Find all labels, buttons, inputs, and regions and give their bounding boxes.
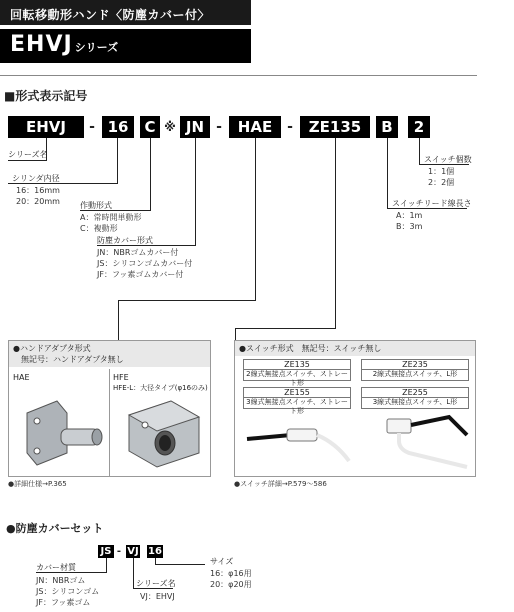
adapter-panel — [8, 340, 211, 477]
code-size: 16 — [102, 116, 134, 138]
hfe-desc: HFE-L：大径タイプ(φ16のみ) — [113, 384, 208, 392]
switch-panel-head: ●スイッチ形式 無記号：スイッチ無し — [235, 341, 475, 356]
cover-set-code-size: 16 — [148, 546, 162, 557]
switch-item-desc: 2線式無接点スイッチ、ストレート形 — [246, 370, 348, 387]
bore-option: 20：20mm — [16, 197, 60, 206]
title-suffix: シリーズ — [74, 41, 119, 54]
code-dash: - — [287, 119, 293, 135]
code-count: 2 — [408, 116, 430, 138]
lead-option: A：1m — [396, 211, 423, 220]
hae-label: HAE — [13, 373, 30, 382]
header-rule — [0, 75, 477, 76]
leader-line — [235, 328, 236, 340]
leader-line — [133, 558, 134, 588]
size-option: 20：φ20用 — [210, 580, 252, 589]
size-label: サイズ — [210, 557, 234, 566]
code-switch: ZE135 — [300, 116, 370, 138]
cover-option: JN：NBRゴムカバー付 — [97, 248, 179, 257]
leader-line — [387, 138, 388, 208]
cover-label: 防塵カバー形式 — [97, 236, 153, 245]
bore-option: 16：16mm — [16, 186, 60, 195]
panel-divider — [109, 369, 110, 477]
page-title — [0, 29, 251, 63]
page-subtitle: 回転移動形ハンド〈防塵カバー付〉 — [0, 0, 251, 25]
switch-item-name: ZE255 — [362, 388, 468, 398]
material-option: JS：シリコンゴム — [36, 587, 100, 596]
switch-item — [243, 387, 351, 415]
adapter-panel-subtitle: 無記号：ハンドアダプタ無し — [21, 355, 124, 364]
leader-line — [8, 160, 47, 161]
leader-line — [235, 328, 336, 329]
leader-line — [335, 138, 336, 328]
leader-line — [195, 138, 196, 245]
switch-count-option: 2：2個 — [428, 178, 455, 187]
switch-item-name: ZE135 — [244, 360, 350, 370]
lead-option: B：3m — [396, 222, 423, 231]
code-series: EHVJ — [8, 116, 84, 138]
l-switch-image — [359, 413, 473, 473]
leader-line — [419, 138, 420, 164]
bore-label: シリンダ内径 — [12, 174, 60, 183]
cover-set-title: ●防塵カバーセット — [6, 522, 104, 535]
switch-item — [361, 359, 469, 381]
adapter-panel-head — [9, 341, 210, 367]
code-adapter: HAE — [229, 116, 281, 138]
action-label: 作動形式 — [80, 201, 112, 210]
switch-item — [361, 387, 469, 409]
leader-line — [150, 138, 151, 210]
code-asterisk: ※ — [164, 120, 176, 134]
cover-series-option: VJ：EHVJ — [140, 592, 175, 601]
leader-line — [155, 564, 205, 565]
cover-set-code-material: JS — [98, 545, 114, 558]
cover-option: JF：フッ素ゴムカバー付 — [97, 270, 184, 279]
code-dash: - — [89, 119, 95, 135]
title-main: EHVJ — [10, 32, 73, 57]
switch-item-desc: 3線式無接点スイッチ、ストレート形 — [246, 398, 348, 415]
material-option: JF：フッ素ゴム — [36, 598, 91, 607]
switch-item — [243, 359, 351, 387]
straight-switch-image — [241, 417, 353, 473]
switch-item-name: ZE235 — [362, 360, 468, 370]
action-option: C：複動形 — [80, 224, 118, 233]
cover-option: JS：シリコンゴムカバー付 — [97, 259, 193, 268]
leader-line — [106, 558, 107, 572]
material-option: JN：NBRゴム — [36, 576, 86, 585]
code-dash: - — [116, 546, 122, 557]
lead-label: スイッチリード線長さ — [392, 199, 472, 208]
model-section-title: ■形式表示記号 — [4, 89, 88, 103]
material-label: カバー材質 — [36, 563, 76, 572]
leader-line — [118, 300, 256, 301]
switch-item-desc: 3線式無接点スイッチ、L形 — [372, 398, 458, 406]
switch-count-label: スイッチ個数 — [424, 155, 472, 164]
code-lead: B — [376, 116, 398, 138]
code-cover: JN — [180, 116, 210, 138]
leader-line — [118, 300, 119, 340]
switch-item-desc: 2線式無接点スイッチ、L形 — [372, 370, 458, 378]
size-option: 16：φ16用 — [210, 569, 252, 578]
code-action: C — [140, 116, 160, 138]
leader-line — [255, 138, 256, 300]
hfe-adapter-image — [121, 395, 205, 473]
switch-item-name: ZE155 — [244, 388, 350, 398]
hae-adapter-image — [19, 393, 104, 473]
code-dash: - — [216, 119, 222, 135]
action-option: A：常時開単動形 — [80, 213, 142, 222]
cover-set-code-series: VJ — [127, 546, 139, 557]
adapter-footnote: ●詳細仕様→P.365 — [8, 480, 67, 488]
adapter-panel-title: ●ハンドアダプタ形式 — [13, 344, 91, 353]
switch-panel — [234, 340, 476, 477]
hfe-label: HFE — [113, 373, 129, 382]
switch-count-option: 1：1個 — [428, 167, 455, 176]
cover-series-label: シリーズ名 — [136, 579, 176, 588]
series-label: シリーズ名 — [8, 150, 48, 159]
leader-line — [117, 138, 118, 183]
switch-footnote: ●スイッチ詳細→P.579～586 — [234, 480, 327, 488]
